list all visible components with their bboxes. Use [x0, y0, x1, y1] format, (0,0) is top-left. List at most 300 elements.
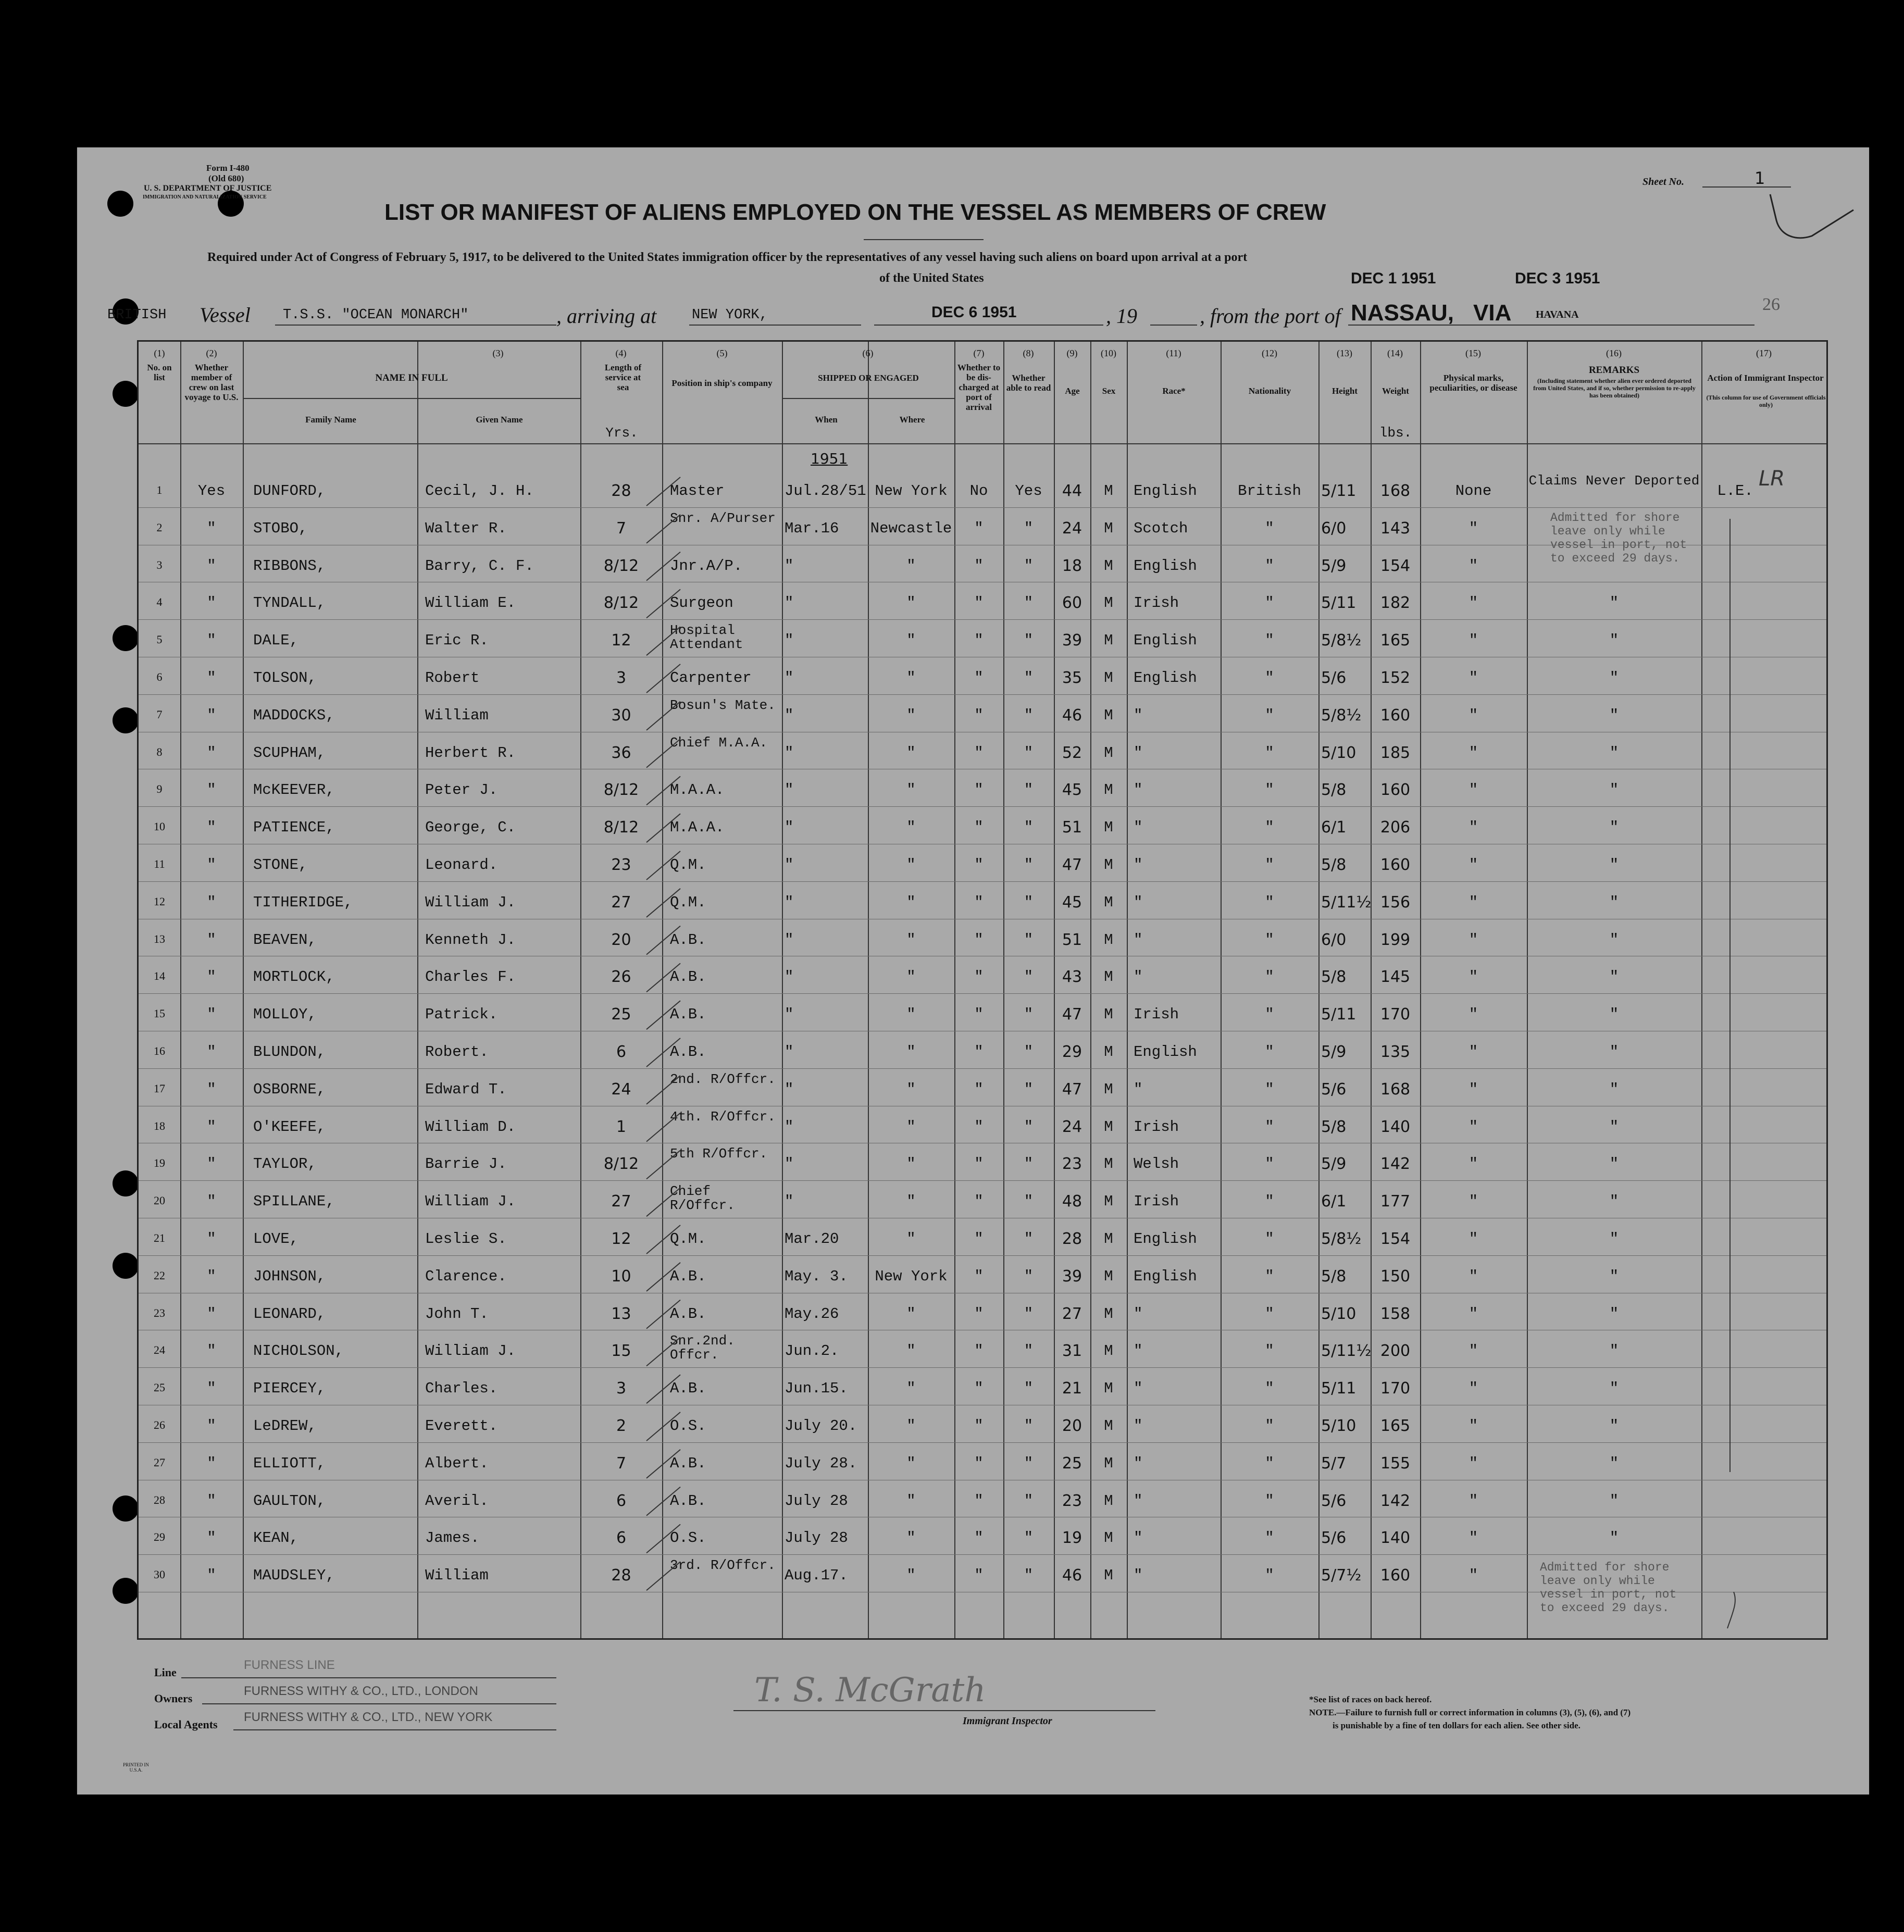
cell-years: 6: [616, 1043, 627, 1061]
cell-years: 2: [616, 1417, 627, 1435]
cell-height: 5/8½: [1321, 631, 1362, 650]
cell-crew: ": [207, 1454, 216, 1472]
cell-disch: No: [969, 482, 988, 500]
cell-position: Q.M.: [670, 893, 706, 911]
cell-nat: ": [1265, 1417, 1274, 1435]
cell-nat: ": [1265, 669, 1274, 687]
cell-weight: 152: [1380, 669, 1411, 687]
cell-sex: M: [1104, 1118, 1113, 1136]
cell-nat: ": [1265, 632, 1274, 650]
page-title: LIST OR MANIFEST OF ALIENS EMPLOYED ON THE VESSEL AS MEMBERS OF CREW: [384, 200, 1326, 225]
cell-disch: ": [974, 1155, 984, 1173]
cell-sex: M: [1104, 1155, 1113, 1173]
punch-hole: [113, 381, 139, 407]
cell-nat: ": [1265, 1454, 1274, 1472]
cell-years: 27: [611, 1192, 631, 1211]
cell-position: Bosun's Mate.: [670, 697, 776, 713]
col-number: (9): [1066, 348, 1078, 358]
cell-age: 60: [1062, 594, 1082, 613]
cell-remarks: ": [1609, 706, 1619, 724]
cell-given: Barry, C. F.: [425, 557, 534, 575]
cell-marks: ": [1469, 1155, 1478, 1173]
header-no-on-list: No. on list: [147, 363, 172, 382]
cell-where: ": [906, 1380, 916, 1398]
cell-years: 8/12: [603, 1155, 639, 1174]
cell-crew: ": [207, 519, 216, 537]
cell-crew: ": [207, 557, 216, 575]
cell-read: ": [1024, 632, 1034, 650]
cell-family: PIERCEY,: [253, 1380, 326, 1398]
cell-crew: ": [207, 1080, 216, 1098]
tick-mark: [646, 1375, 680, 1403]
cell-sex: M: [1104, 594, 1113, 612]
cell-when: ": [785, 744, 794, 762]
cell-no: 28: [154, 1493, 165, 1506]
cell-race: Scotch: [1134, 519, 1188, 537]
cell-years: 12: [611, 631, 631, 650]
cell-read: ": [1024, 1492, 1034, 1510]
cell-position: Surgeon: [670, 594, 733, 612]
cell-race: ": [1134, 1305, 1143, 1323]
tick-mark: [646, 889, 680, 917]
cell-family: JOHNSON,: [253, 1267, 326, 1285]
header-remarks-sub: (Including statement whether alien ever ordered deported from United States, and if so, whether permission to re-apply has been obtained): [1533, 377, 1696, 399]
punch-hole: [113, 1170, 139, 1196]
cell-age: 51: [1062, 818, 1082, 837]
cell-read: ": [1024, 557, 1034, 575]
cell-sex: M: [1104, 819, 1113, 837]
cell-nat: ": [1265, 968, 1274, 986]
cell-height: 5/6: [1321, 1080, 1347, 1099]
cell-family: McKEEVER,: [253, 781, 335, 799]
tick-mark: [646, 1562, 680, 1590]
cell-when: ": [785, 1155, 794, 1173]
cell-sex: M: [1104, 1342, 1113, 1360]
cell-sex: M: [1104, 669, 1113, 687]
cell-height: 5/8½: [1321, 1230, 1362, 1248]
cell-position: Q.M.: [670, 1230, 706, 1248]
cell-marks: ": [1469, 744, 1478, 762]
cell-sex: M: [1104, 632, 1113, 650]
cell-marks: ": [1469, 856, 1478, 874]
cell-no: 25: [154, 1381, 165, 1394]
cell-nat: ": [1265, 1193, 1274, 1211]
cell-no: 12: [154, 894, 165, 908]
cell-where: ": [906, 1529, 916, 1547]
header-where: Where: [899, 415, 925, 425]
sheet-number: 1: [1754, 168, 1765, 188]
cell-crew: ": [207, 856, 216, 874]
col-number: (8): [1023, 348, 1034, 358]
cell-position: Chief R/Offcr.: [670, 1183, 735, 1214]
cell-position: A.B.: [670, 1006, 706, 1024]
inspector-initials: LR: [1759, 467, 1785, 491]
cell-family: GAULTON,: [253, 1492, 326, 1510]
cell-weight: 156: [1380, 893, 1411, 912]
via-label: VIA: [1473, 300, 1512, 326]
tick-mark: [646, 664, 680, 693]
col-number: (12): [1262, 348, 1277, 358]
cell-age: 47: [1062, 1005, 1082, 1024]
cell-years: 30: [611, 706, 631, 725]
cell-height: 5/8: [1321, 856, 1347, 874]
cell-position: A.B.: [670, 1380, 706, 1398]
cell-disch: ": [974, 1080, 984, 1098]
cell-given: Robert: [425, 669, 480, 687]
cell-position: M.A.A.: [670, 819, 725, 837]
printer-mark: PRINTED IN U.S.A.: [123, 1762, 149, 1773]
cell-given: William D.: [425, 1118, 516, 1136]
cell-remarks: ": [1609, 669, 1619, 687]
cell-position: Snr. A/Purser: [670, 510, 776, 526]
cell-when: ": [785, 968, 794, 986]
cell-age: 46: [1062, 1566, 1082, 1585]
cell-position: Snr.2nd. Offcr.: [670, 1333, 735, 1363]
cell-when: Jul.28/51: [785, 482, 866, 500]
cell-position: A.B.: [670, 1305, 706, 1323]
cell-disch: ": [974, 669, 984, 687]
header-discharged: Whether to be dis- charged at port of arrival: [957, 363, 1001, 412]
cell-age: 20: [1062, 1417, 1082, 1435]
cell-crew: ": [207, 744, 216, 762]
cell-crew: ": [207, 968, 216, 986]
cell-age: 23: [1062, 1491, 1082, 1510]
cell-sex: M: [1104, 1230, 1113, 1248]
cell-race: ": [1134, 706, 1143, 724]
header-given-name: Given Name: [476, 415, 523, 425]
cell-weight: 168: [1380, 1080, 1411, 1099]
cell-where: ": [906, 1043, 916, 1061]
note-races: *See list of races on back hereof.: [1309, 1694, 1432, 1704]
cell-given: Peter J.: [425, 781, 498, 799]
cell-position: Chief M.A.A.: [670, 734, 768, 751]
cell-nat: ": [1265, 519, 1274, 537]
cell-height: 5/9: [1321, 1155, 1347, 1174]
cell-no: 23: [154, 1306, 165, 1319]
cell-read: ": [1024, 1342, 1034, 1360]
cell-age: 43: [1062, 968, 1082, 987]
cell-position: Carpenter: [670, 669, 752, 687]
cell-years: 36: [611, 743, 631, 762]
cell-read: ": [1024, 669, 1034, 687]
cell-read: ": [1024, 1006, 1034, 1024]
cell-crew: ": [207, 1267, 216, 1285]
cell-years: 8/12: [603, 818, 639, 837]
cell-disch: ": [974, 781, 984, 799]
cell-family: PATIENCE,: [253, 819, 335, 837]
cell-remarks: ": [1609, 632, 1619, 650]
cell-when: ": [785, 1006, 794, 1024]
cell-sex: M: [1104, 1567, 1113, 1585]
cell-position: Master: [670, 482, 725, 500]
cell-crew: ": [207, 1492, 216, 1510]
col-number: (6): [862, 348, 874, 358]
cell-sex: M: [1104, 1380, 1113, 1398]
cell-age: 31: [1062, 1342, 1082, 1361]
cell-no: 19: [154, 1156, 165, 1170]
cell-marks: ": [1469, 632, 1478, 650]
cell-age: 44: [1062, 482, 1082, 500]
cell-position: A.B.: [670, 1267, 706, 1285]
cell-when: May.26: [785, 1305, 839, 1323]
cell-weight: 170: [1380, 1379, 1411, 1398]
cell-race: Irish: [1134, 1118, 1179, 1136]
col-number: (2): [206, 348, 217, 358]
cell-age: 39: [1062, 631, 1082, 650]
header-sex: Sex: [1102, 386, 1116, 396]
cell-weight: 160: [1380, 856, 1411, 874]
cell-no: 18: [154, 1119, 165, 1132]
cell-when: July 28: [785, 1492, 848, 1510]
cell-weight: 154: [1380, 1230, 1411, 1248]
cell-age: 18: [1062, 556, 1082, 575]
arrival-date: DEC 6 1951: [931, 304, 1017, 321]
cell-race: English: [1134, 1267, 1197, 1285]
cell-no: 14: [154, 969, 165, 983]
cell-age: 52: [1062, 743, 1082, 762]
received-stamp-2: DEC 3 1951: [1515, 270, 1600, 287]
form-old-number: (Old 680): [208, 173, 244, 183]
cell-read: ": [1024, 1454, 1034, 1472]
tick-mark: [646, 1150, 680, 1179]
cell-sex: M: [1104, 1043, 1113, 1061]
cell-marks: ": [1469, 519, 1478, 537]
cell-disch: ": [974, 1342, 984, 1360]
cell-weight: 150: [1380, 1267, 1411, 1286]
cell-sex: M: [1104, 1267, 1113, 1285]
cell-when: May. 3.: [785, 1267, 848, 1285]
cell-read: ": [1024, 931, 1034, 949]
sheet-label: Sheet No.: [1642, 176, 1684, 188]
cell-remarks: ": [1609, 594, 1619, 612]
cell-height: 5/11: [1321, 594, 1357, 613]
cell-height: 6/1: [1321, 818, 1347, 837]
from-port-label: , from the port of: [1200, 304, 1341, 328]
cell-nat: ": [1265, 1342, 1274, 1360]
cell-where: ": [906, 1155, 916, 1173]
cell-weight: 142: [1380, 1491, 1411, 1510]
cell-where: ": [906, 968, 916, 986]
cell-when: July 28.: [785, 1454, 857, 1472]
cell-given: Albert.: [425, 1454, 489, 1472]
cell-disch: ": [974, 706, 984, 724]
tick-mark: [646, 1337, 680, 1366]
header-able-to-read: Whether able to read: [1006, 373, 1051, 393]
cell-given: Leonard.: [425, 856, 498, 874]
cell-disch: ": [974, 1567, 984, 1585]
footer-agents-label: Local Agents: [154, 1718, 218, 1731]
punch-hole: [113, 1495, 139, 1522]
cell-disch: ": [974, 519, 984, 537]
cell-remarks: ": [1609, 1230, 1619, 1248]
tick-mark: [646, 1300, 680, 1329]
cell-disch: ": [974, 1043, 984, 1061]
header-years-unit: Yrs.: [605, 425, 638, 441]
cell-years: 13: [611, 1304, 631, 1323]
cell-nat: ": [1265, 557, 1274, 575]
cell-years: 25: [611, 1005, 631, 1024]
cell-remarks: ": [1609, 1417, 1619, 1435]
cell-family: LEONARD,: [253, 1305, 326, 1323]
cell-given: William J.: [425, 893, 516, 911]
arriving-label: , arriving at: [556, 304, 657, 328]
cell-marks: ": [1469, 706, 1478, 724]
cell-where: ": [906, 706, 916, 724]
cell-family: SCUPHAM,: [253, 744, 326, 762]
cell-disch: ": [974, 557, 984, 575]
cell-no: 4: [156, 595, 163, 609]
cell-sex: M: [1104, 968, 1113, 986]
cell-given: William J.: [425, 1342, 516, 1360]
cell-given: Edward T.: [425, 1080, 507, 1098]
cell-where: ": [906, 1193, 916, 1211]
cell-marks: ": [1469, 1006, 1478, 1024]
cell-sex: M: [1104, 1193, 1113, 1211]
cell-crew: ": [207, 669, 216, 687]
cell-weight: 135: [1380, 1043, 1411, 1061]
cell-family: TITHERIDGE,: [253, 893, 353, 911]
cell-height: 5/11: [1321, 1005, 1357, 1024]
cell-family: SPILLANE,: [253, 1193, 335, 1211]
cell-read: ": [1024, 819, 1034, 837]
cell-sex: M: [1104, 931, 1113, 949]
cell-race: English: [1134, 1043, 1197, 1061]
cell-given: George, C.: [425, 819, 516, 837]
footer-agents-value: FURNESS WITHY & CO., LTD., NEW YORK: [244, 1710, 493, 1724]
cell-given: Everett.: [425, 1417, 498, 1435]
cell-race: ": [1134, 744, 1143, 762]
cell-disch: ": [974, 744, 984, 762]
cell-given: Patrick.: [425, 1006, 498, 1024]
inspector-signature: T. S. McGrath: [754, 1671, 986, 1710]
cell-race: English: [1134, 1230, 1197, 1248]
cell-age: 24: [1062, 1117, 1082, 1136]
cell-read: Yes: [1015, 482, 1042, 500]
cell-marks: ": [1469, 1118, 1478, 1136]
cell-disch: ": [974, 1006, 984, 1024]
cell-where: ": [906, 931, 916, 949]
cell-family: MORTLOCK,: [253, 968, 335, 986]
cell-marks: ": [1469, 1342, 1478, 1360]
cell-where: ": [906, 594, 916, 612]
cell-given: Robert.: [425, 1043, 489, 1061]
tick-mark: [646, 1076, 680, 1104]
cell-sex: M: [1104, 1454, 1113, 1472]
tick-mark: [646, 1450, 680, 1478]
cell-sex: M: [1104, 1417, 1113, 1435]
cell-remarks: ": [1609, 1492, 1619, 1510]
cell-marks: ": [1469, 669, 1478, 687]
cell-disch: ": [974, 1267, 984, 1285]
via-port: HAVANA: [1536, 309, 1579, 320]
cell-crew: ": [207, 1380, 216, 1398]
cell-disch: ": [974, 1529, 984, 1547]
cell-when: ": [785, 819, 794, 837]
cell-height: 5/11½: [1321, 893, 1372, 912]
cell-position: A.B.: [670, 931, 706, 949]
cell-when: ": [785, 781, 794, 799]
department: U. S. DEPARTMENT OF JUSTICE: [144, 184, 272, 193]
cell-weight: 160: [1380, 1566, 1411, 1585]
footer-line-value: FURNESS LINE: [244, 1658, 335, 1672]
cell-read: ": [1024, 1267, 1034, 1285]
cell-weight: 154: [1380, 556, 1411, 575]
cell-no: 10: [154, 820, 165, 833]
cell-family: TAYLOR,: [253, 1155, 317, 1173]
cell-marks: ": [1469, 1305, 1478, 1323]
cell-read: ": [1024, 706, 1034, 724]
cell-race: ": [1134, 968, 1143, 986]
cell-weight: 145: [1380, 968, 1411, 987]
note-line-2: is punishable by a fine of ten dollars for each alien. See other side.: [1333, 1721, 1581, 1730]
cell-race: ": [1134, 893, 1143, 911]
col-number: (13): [1337, 348, 1352, 358]
header-nationality: Nationality: [1248, 386, 1291, 396]
cell-remarks: ": [1609, 1155, 1619, 1173]
cell-family: NICHOLSON,: [253, 1342, 344, 1360]
cell-race: English: [1134, 482, 1197, 500]
check-mark: [1765, 189, 1864, 252]
cell-no: 1: [156, 483, 163, 496]
cell-where: ": [906, 1492, 916, 1510]
cell-race: ": [1134, 819, 1143, 837]
cell-where: ": [906, 744, 916, 762]
cell-family: BLUNDON,: [253, 1043, 326, 1061]
footer-line-label: Line: [154, 1666, 177, 1679]
cell-race: Irish: [1134, 594, 1179, 612]
cell-family: STONE,: [253, 856, 308, 874]
manifest-sheet: [77, 147, 1869, 1794]
cell-nat: ": [1265, 893, 1274, 911]
cell-marks: ": [1469, 1454, 1478, 1472]
inspector-label: Immigrant Inspector: [963, 1715, 1052, 1727]
cell-weight: 140: [1380, 1529, 1411, 1548]
cell-remarks: ": [1609, 1454, 1619, 1472]
cell-no: 13: [154, 932, 165, 945]
cell-family: DUNFORD,: [253, 482, 326, 500]
cell-nat: ": [1265, 856, 1274, 874]
cell-read: ": [1024, 1080, 1034, 1098]
punch-hole: [107, 191, 133, 217]
cell-where: ": [906, 1417, 916, 1435]
cell-marks: ": [1469, 819, 1478, 837]
tick-mark: [646, 627, 680, 655]
cell-when: ": [785, 669, 794, 687]
cell-marks: ": [1469, 1043, 1478, 1061]
cell-remarks: ": [1609, 1529, 1619, 1547]
cell-height: 6/1: [1321, 1192, 1347, 1211]
cell-marks: ": [1469, 557, 1478, 575]
cell-race: ": [1134, 1417, 1143, 1435]
cell-years: 6: [616, 1491, 627, 1510]
cell-remarks: ": [1609, 893, 1619, 911]
cell-age: 46: [1062, 706, 1082, 725]
cell-height: 5/7: [1321, 1454, 1347, 1473]
tick-mark: [646, 552, 680, 581]
cell-given: Leslie S.: [425, 1230, 507, 1248]
cell-remarks: ": [1609, 1380, 1619, 1398]
cell-nat: ": [1265, 1305, 1274, 1323]
cell-position: O.S.: [670, 1529, 706, 1547]
cell-remarks: ": [1609, 1080, 1619, 1098]
col-number: (7): [973, 348, 985, 358]
punch-hole: [113, 707, 139, 733]
cell-crew: ": [207, 594, 216, 612]
cell-nat: ": [1265, 781, 1274, 799]
cell-years: 8/12: [603, 594, 639, 613]
header-action-of-inspector: Action of Immigrant Inspector: [1707, 373, 1824, 383]
tick-mark: [646, 1038, 680, 1067]
